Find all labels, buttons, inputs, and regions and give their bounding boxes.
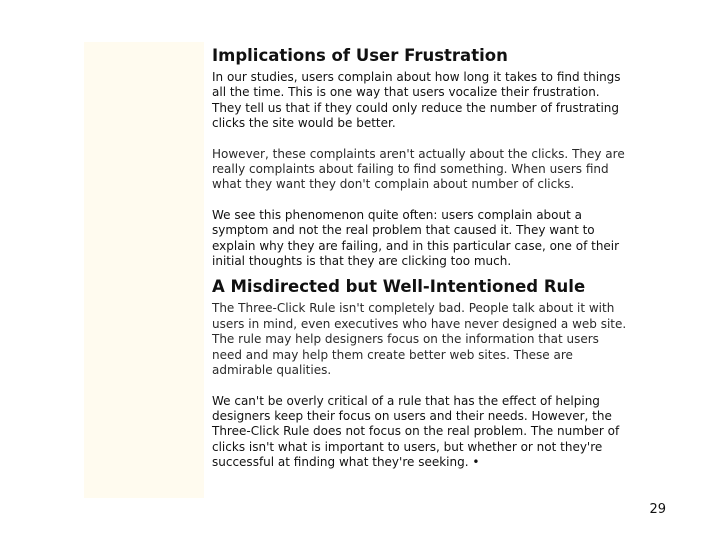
left-margin-panel [84, 42, 204, 498]
paragraph: In our studies, users complain about how long it takes to find things all the time. This is one way that users vocalize their frustration. They tell us that if they could only reduce the number of frustrating clicks the site would be better. [212, 70, 621, 131]
paragraph: However, these complaints aren't actually about the clicks. They are really complaints about failing to find something. When users find what they want they don't complain about number of clicks. [212, 146, 625, 192]
paragraph: We can't be overly critical of a rule that has the effect of helping designers keep their focus on users and their needs. However, the Three-Click Rule does not focus on the real problem. The number of clicks isn't what is important to users, but whether or not they're successful at finding what they're seeking. • [212, 393, 620, 470]
section-implications [212, 46, 632, 269]
section-misdirected-rule [212, 277, 632, 470]
page-number: 29 [649, 502, 666, 517]
paragraph: We see this phenomenon quite often: users complain about a symptom and not the real problem that caused it. They want to explain why they are failing, and in this particular case, one of their initial thoughts is that they are clicking too much. [212, 207, 620, 269]
paragraph: The Three-Click Rule isn't completely bad. People talk about it with users in mind, even executives who have never designed a web site. The rule may help designers focus on the information that users need and may help them create better web sites. These are admirable qualities. [212, 301, 627, 378]
article-body [212, 46, 632, 471]
section-heading-implications: Implications of User Frustration [212, 46, 508, 65]
section-heading-misdirected-rule: A Misdirected but Well-Intentioned Rule [212, 277, 586, 297]
